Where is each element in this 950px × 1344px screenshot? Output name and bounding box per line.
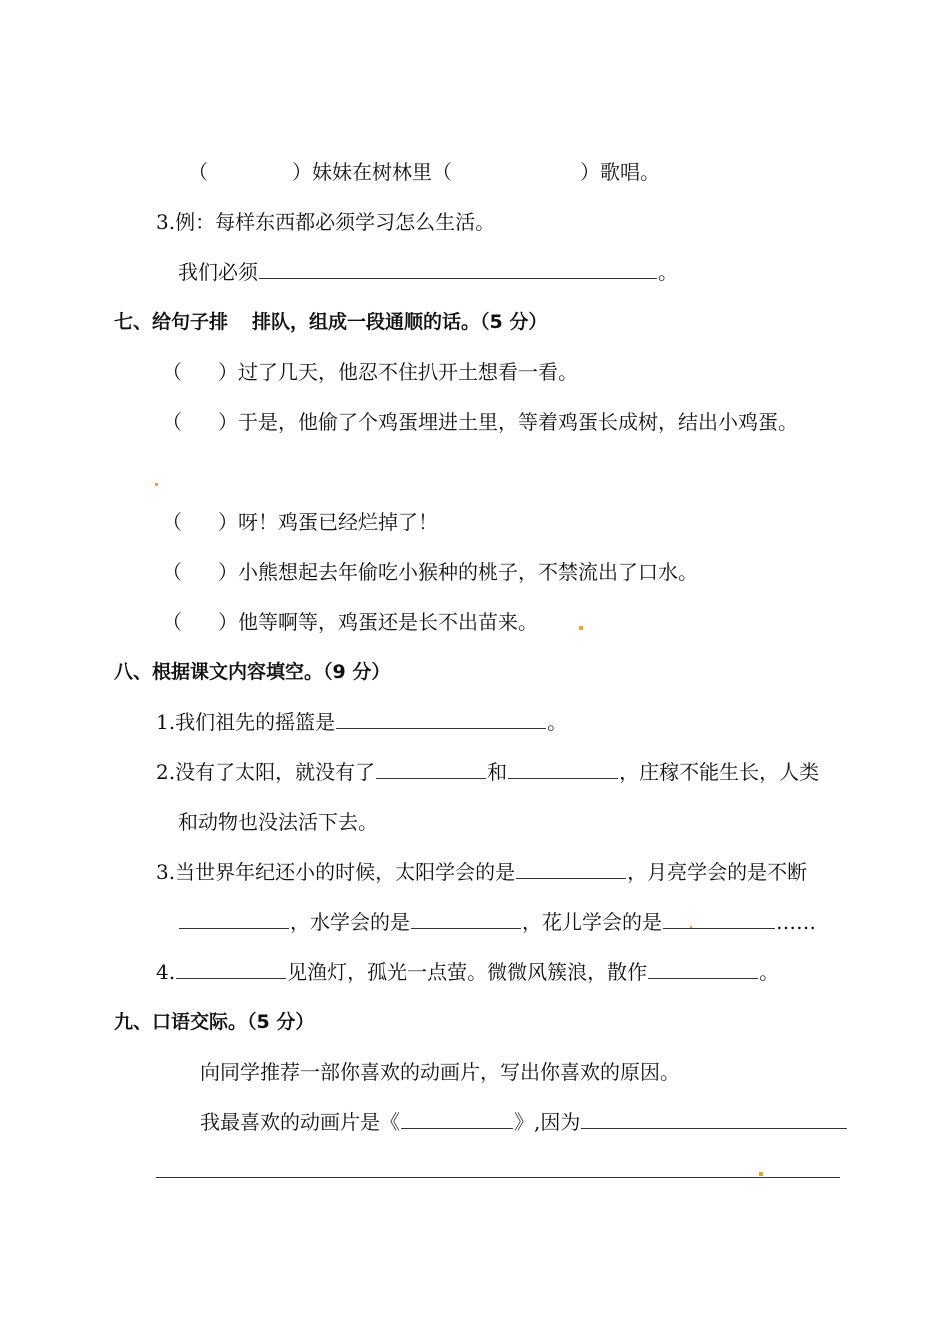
section-9-title: 九、口语交际。（5 分）: [114, 1011, 315, 1033]
example-3-label: 3.例：每样东西都必须学习怎么生活。: [156, 210, 496, 234]
sentence-line: （ ）妹妹在树林里（ ）歌唱。: [188, 160, 660, 184]
list-item: （ ）他等啊等，鸡蛋还是长不出苗来。: [162, 610, 538, 634]
answer-blank[interactable]: [179, 908, 289, 929]
writing-line[interactable]: [156, 1177, 840, 1178]
section-7-title: 七、给句子排 排队，组成一段通顺的话。（5 分）: [114, 311, 548, 333]
answer-blank[interactable]: [336, 708, 546, 729]
answer-blank[interactable]: [581, 1108, 847, 1129]
question-3-continued: ，水学会的是 ，花儿学会的是 ……: [178, 908, 816, 936]
list-item: （ ）于是，他偷了个鸡蛋埋进土里，等着鸡蛋长成树，结出小鸡蛋。: [162, 410, 798, 434]
question-2-continued: 和动物也没法活下去。: [178, 810, 378, 834]
list-item: （ ）过了几天，他忍不住扒开土想看一看。: [162, 360, 578, 384]
decorative-dot: [579, 626, 583, 630]
list-item: （ ）小熊想起去年偷吃小猴种的桃子，不禁流出了口水。: [162, 560, 698, 584]
question-3: 3.当世界年纪还小的时候，太阳学会的是 ，月亮学会的是不断: [156, 860, 808, 884]
answer-blank[interactable]: [376, 758, 486, 779]
oral-answer: 我最喜欢的动画片是《 》,因为: [200, 1108, 848, 1136]
answer-blank[interactable]: [648, 958, 758, 979]
answer-blank[interactable]: [663, 908, 775, 929]
question-4: 4. 见渔灯，孤光一点萤。微微风簇浪，散作 。: [156, 960, 780, 984]
decorative-dot: [690, 926, 692, 928]
answer-blank[interactable]: [176, 958, 286, 979]
decorative-dot: [155, 483, 158, 486]
oral-prompt: 向同学推荐一部你喜欢的动画片，写出你喜欢的原因。: [200, 1060, 680, 1084]
answer-blank[interactable]: [508, 758, 618, 779]
question-2: 2.没有了太阳，就没有了 和 ，庄稼不能生长，人类: [156, 760, 820, 784]
question-1: 1.我们祖先的摇篮是 。: [156, 710, 568, 734]
answer-blank[interactable]: [401, 1108, 513, 1129]
answer-blank[interactable]: [516, 858, 626, 879]
answer-blank[interactable]: [411, 908, 521, 929]
answer-blank[interactable]: [259, 258, 657, 279]
decorative-dot: [759, 1172, 763, 1176]
section-8-title: 八、根据课文内容填空。（9 分）: [114, 661, 391, 683]
example-3-answer: 我们必须 。: [178, 260, 678, 284]
list-item: （ ）呀！鸡蛋已经烂掉了！: [162, 510, 438, 534]
